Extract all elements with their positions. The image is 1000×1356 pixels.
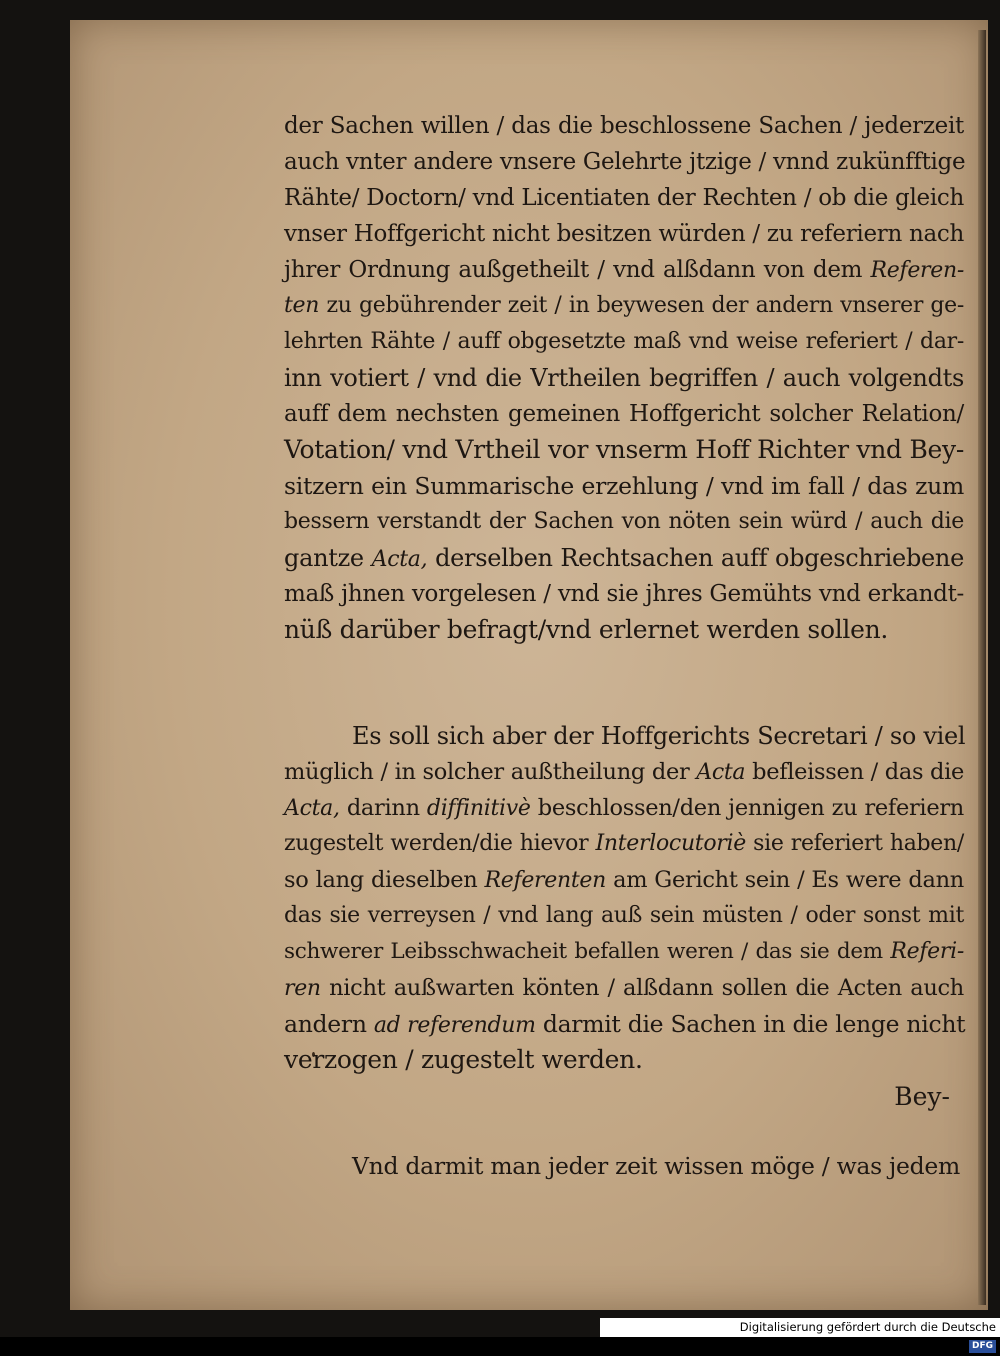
text-segment: vnser Hoffgericht nicht besitzen würden / zu referiern nach (284, 221, 964, 247)
catchword: Bey- (894, 1082, 950, 1111)
text-line (284, 790, 964, 826)
paragraph-gap (284, 648, 964, 718)
text-segment: auff dem nechsten gemeinen Hoffgericht solcher Relation/ (284, 401, 964, 427)
dfg-logo: DFG (969, 1340, 996, 1353)
text-segment: schwerer Leibsschwacheit befallen weren / das sie dem (284, 939, 891, 964)
text-segment: Votation/ vnd Vrtheil vor vnserm Hoff Richter vnd Bey- (284, 435, 964, 464)
text-line (284, 970, 964, 1006)
italic-segment: Referen- (870, 258, 964, 283)
text-line (284, 504, 964, 540)
digitization-footer (600, 1318, 1000, 1353)
text-line (284, 252, 964, 288)
text-segment: darinn (339, 795, 427, 821)
text-line (284, 898, 964, 934)
text-line (284, 144, 964, 180)
italic-segment: Acta, (371, 547, 428, 572)
text-segment: lehrten Rähte / auff obgesetzte maß vnd weise referiert / dar- (284, 329, 964, 354)
text-line (284, 1006, 964, 1042)
text-segment: Es soll sich aber der Hoffgerichts Secretari / so viel (352, 722, 966, 750)
text-segment: zugestelt werden/die hievor (284, 831, 596, 856)
text-line (284, 576, 964, 612)
page-edge (978, 30, 986, 1305)
text-line (284, 826, 964, 862)
text-segment: zu gebührender zeit / in beywesen der andern vnserer ge- (319, 293, 964, 318)
italic-segment: Interlocutoriè (595, 831, 746, 856)
text-segment: der Sachen willen / das die beschlossene Sachen / jederzeit (284, 113, 964, 139)
text-segment: beschlossen/den jennigen zu referiern (530, 795, 964, 821)
text-line (284, 432, 964, 468)
italic-segment: Acta (696, 760, 746, 785)
text-line (284, 324, 964, 360)
text-segment: gantze (284, 544, 372, 572)
text-line (284, 288, 964, 324)
text-segment: maß jhnen vorgelesen / vnd sie jhres Gemühts vnd erkandt- (284, 581, 964, 607)
italic-segment: diffinitivè (426, 796, 531, 821)
text-line (284, 718, 964, 754)
text-segment: sitzern ein Summarische erzehlung / vnd im fall / das zum (284, 472, 964, 500)
text-segment: darmit die Sachen in die lenge nicht (535, 1010, 966, 1038)
text-segment: so lang dieselben (284, 867, 485, 893)
text-segment: müglich / in solcher außtheilung der (284, 759, 697, 785)
text-segment: Rähte/ Doctorn/ vnd Licentiaten der Rechten / ob die gleich (284, 185, 964, 211)
text-segment: bessern verstandt der Sachen von nöten sein würd / auch die (284, 509, 964, 534)
text-line (284, 754, 964, 790)
text-segment: derselben Rechtsachen auff obgeschriebene (427, 544, 964, 572)
italic-segment: Referi- (890, 939, 964, 964)
italic-segment: ren (284, 976, 321, 1001)
italic-segment: Acta, (284, 796, 340, 821)
text-line (284, 1042, 964, 1078)
text-line (284, 396, 964, 432)
text-line (284, 468, 964, 504)
text-segment: nüß darüber befragt/vnd erlernet werden sollen. (284, 615, 889, 644)
text-segment: nicht außwarten könten / alßdann sollen die Acten auch (320, 975, 964, 1001)
text-segment: sie referiert haben/ (745, 831, 965, 856)
text-line (284, 108, 964, 144)
text-line (284, 862, 964, 898)
text-segment: Vnd darmit man jeder zeit wissen möge / was jedem (352, 1152, 960, 1180)
text-line (284, 612, 964, 648)
text-line (284, 216, 964, 252)
text-segment: das sie verreysen / vnd lang auß sein müsten / oder sonst mit (284, 903, 964, 928)
text-line (284, 180, 964, 216)
text-block (284, 108, 964, 1184)
text-line (284, 540, 964, 576)
text-segment: jhrer Ordnung außgetheilt / vnd alßdann von dem (284, 257, 871, 283)
text-segment: andern (284, 1010, 374, 1038)
italic-segment: Referenten (484, 868, 606, 893)
text-line (284, 1148, 964, 1184)
text-segment: auch vnter andere vnsere Gelehrte jtzige / vnnd zukünfftige (284, 149, 966, 175)
paragraph-gap (284, 1078, 964, 1148)
text-segment: befleissen / das die (745, 759, 965, 785)
italic-segment: ad referendum (373, 1013, 536, 1038)
footer-text: Digitalisierung gefördert durch die Deutsche Forschungsgemeinschaft · (739, 1320, 996, 1353)
italic-segment: ten (284, 293, 320, 318)
text-segment: inn votiert / vnd die Vrtheilen begriffen / auch volgendts (284, 364, 964, 392)
text-segment: am Gericht sein / Es were dann (606, 867, 964, 893)
text-segment: verzogen / zugestelt werden. (284, 1045, 643, 1074)
text-line (284, 360, 964, 396)
text-line (284, 934, 964, 970)
